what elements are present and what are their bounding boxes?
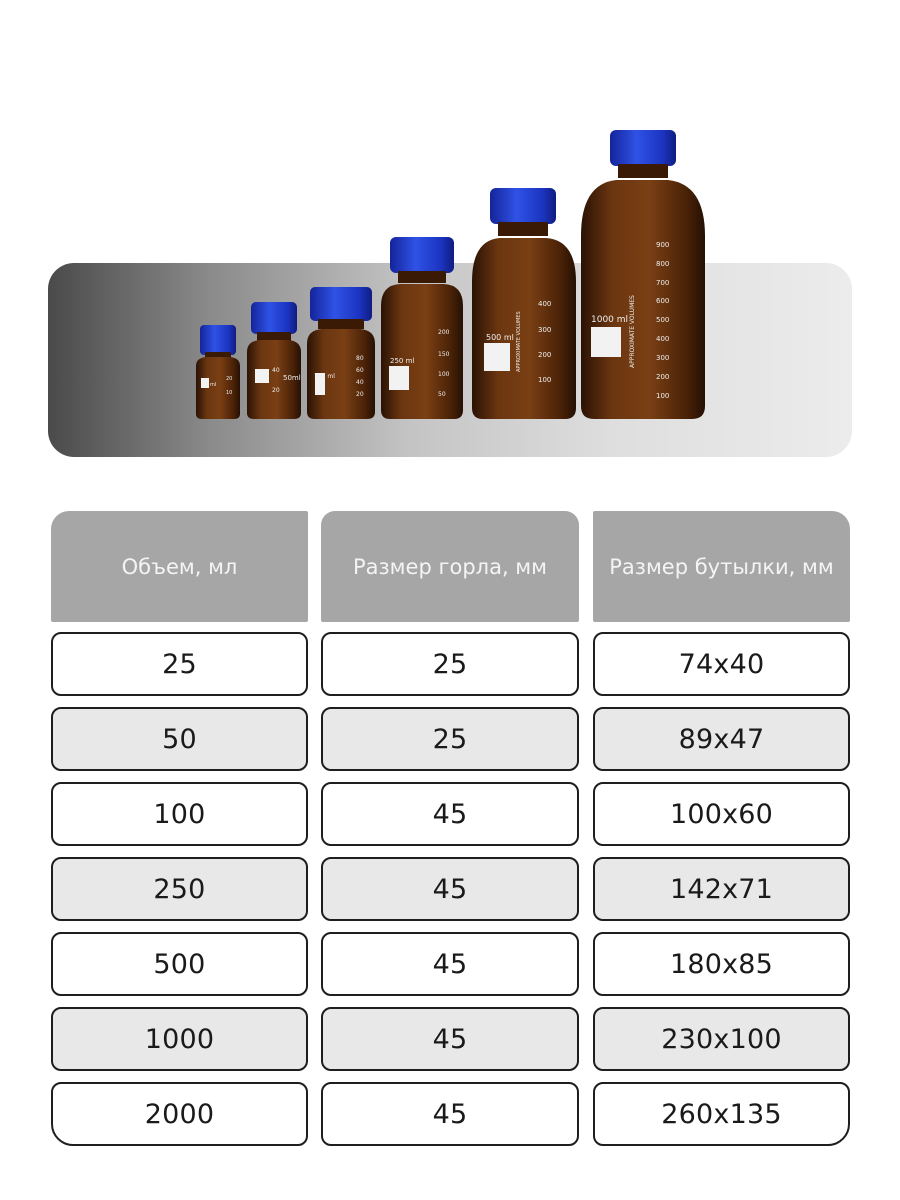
cell-volume: 25 (51, 632, 308, 696)
cell-neck: 45 (321, 932, 579, 996)
bottle-500-scale-text: APPROXIMATE VOLUMES (516, 311, 522, 372)
bottle-1000-scale-text: APPROXIMATE VOLUMES (629, 295, 636, 368)
cell-size: 180x85 (593, 932, 850, 996)
bottle-100-label: 100 ml (314, 373, 335, 380)
bottles-illustration (0, 0, 900, 470)
bottle-100-tick-40: 40 (356, 379, 364, 386)
bottle-500ml (472, 188, 576, 419)
bottle-50-label: 50ml (283, 374, 301, 382)
bottle-1000-tick-900: 900 (656, 241, 670, 249)
cell-volume: 250 (51, 857, 308, 921)
bottle-500-tick-100: 100 (538, 376, 552, 384)
bottle-1000-label: 1000 ml (591, 315, 629, 325)
cell-size: 260x135 (593, 1082, 850, 1146)
bottle-500-tick-200: 200 (538, 351, 552, 359)
header-neck-label: Размер горла, мм (352, 554, 547, 579)
header-volume (51, 511, 308, 622)
cell-neck: 45 (321, 1082, 579, 1146)
cell-size: 74x40 (593, 632, 850, 696)
bottle-250-tick-50: 50 (438, 391, 446, 398)
bottle-100-tick-80: 80 (356, 355, 364, 362)
cell-volume: 1000 (51, 1007, 308, 1071)
bottle-250-tick-200: 200 (438, 329, 450, 336)
bottle-250-tick-150: 150 (438, 351, 450, 358)
bottle-25ml (196, 325, 240, 419)
cell-volume: 50 (51, 707, 308, 771)
header-size-label: Размер бутылки, мм (609, 554, 834, 579)
cell-volume: 2000 (51, 1082, 308, 1146)
bottle-50ml (247, 302, 301, 419)
bottle-1000-tick-100: 100 (656, 392, 670, 400)
bottle-1000-tick-600: 600 (656, 297, 670, 305)
cell-size: 89x47 (593, 707, 850, 771)
bottle-1000-tick-300: 300 (656, 354, 670, 362)
header-size (593, 511, 850, 622)
bottle-25-label: 25 ml (202, 382, 217, 388)
bottle-100ml (307, 287, 375, 419)
cell-neck: 25 (321, 707, 579, 771)
bottle-250ml (381, 237, 463, 419)
bottle-50-tick-40: 40 (272, 367, 280, 374)
bottle-250-tick-100: 100 (438, 371, 450, 378)
bottle-1000-tick-700: 700 (656, 279, 670, 287)
cell-volume: 100 (51, 782, 308, 846)
bottle-250-label: 250 ml (390, 357, 415, 365)
bottle-1000-tick-800: 800 (656, 260, 670, 268)
bottle-25-tick-10: 10 (226, 390, 233, 396)
bottle-25-tick-20: 20 (226, 376, 233, 382)
bottle-500-tick-300: 300 (538, 326, 552, 334)
cell-size: 100x60 (593, 782, 850, 846)
header-neck (321, 511, 579, 622)
bottle-50-tick-20: 20 (272, 387, 280, 394)
cell-size: 230x100 (593, 1007, 850, 1071)
cell-size: 142x71 (593, 857, 850, 921)
bottle-500-label: 500 ml (486, 333, 514, 342)
cell-neck: 25 (321, 632, 579, 696)
bottle-100-tick-20: 20 (356, 391, 364, 398)
header-volume-label: Объем, мл (121, 554, 238, 579)
cell-neck: 45 (321, 1007, 579, 1071)
bottle-1000-tick-200: 200 (656, 373, 670, 381)
bottle-1000ml (581, 130, 705, 419)
cell-neck: 45 (321, 857, 579, 921)
bottle-500-tick-400: 400 (538, 300, 552, 308)
cell-neck: 45 (321, 782, 579, 846)
bottle-1000-tick-400: 400 (656, 335, 670, 343)
cell-volume: 500 (51, 932, 308, 996)
bottle-1000-tick-500: 500 (656, 316, 670, 324)
bottle-100-tick-60: 60 (356, 367, 364, 374)
